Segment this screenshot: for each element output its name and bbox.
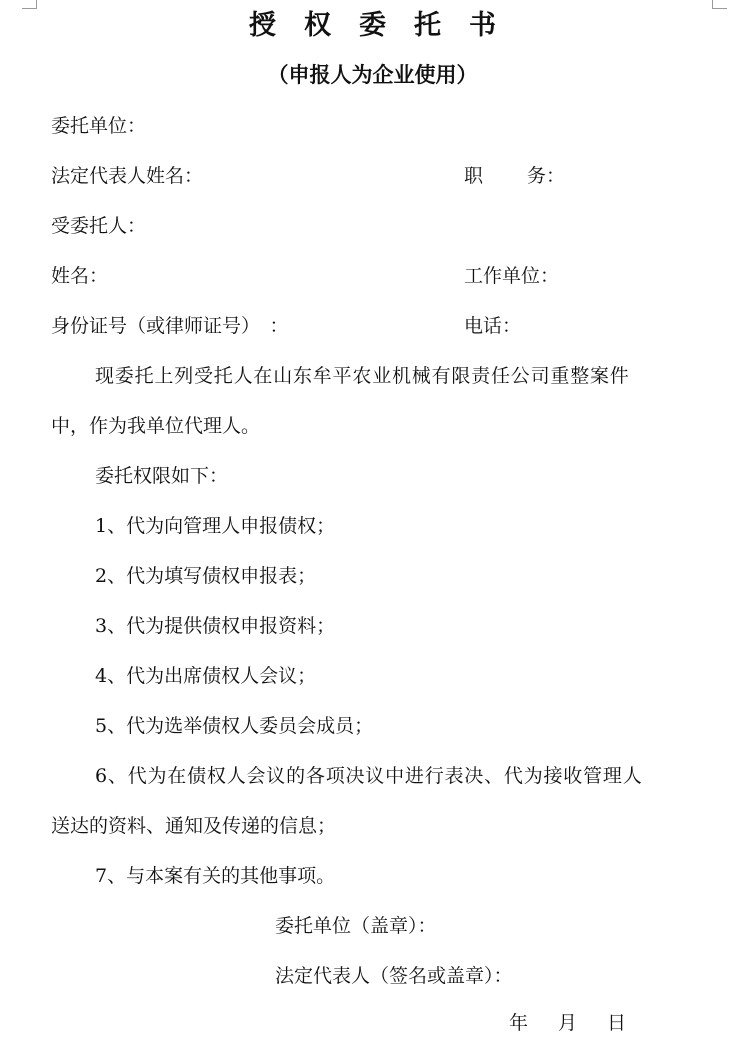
phone-label: 电话： <box>464 315 522 337</box>
date-day-label: 日 <box>607 1012 627 1034</box>
scope-item-7: 7、与本案有关的其他事项。 <box>95 865 336 887</box>
paragraph-entrustment-line-2: 中，作为我单位代理人。 <box>51 415 261 437</box>
scope-item-6-line-2: 送达的资料、通知及传递的信息； <box>51 815 337 837</box>
scope-item-2: 2、代为填写债权申报表； <box>95 565 317 587</box>
scope-item-3: 3、代为提供债权申报资料； <box>95 615 336 637</box>
position-label-first: 职 <box>464 165 484 187</box>
id-number-label: 身份证号（或律师证号） ： <box>51 315 289 337</box>
position-label-second: 务： <box>527 165 566 187</box>
paragraph-entrustment-line-1: 现委托上列受托人在山东牟平农业机械有限责任公司重整案件 <box>95 365 630 387</box>
document-subtitle: （申报人为企业使用） <box>267 62 478 87</box>
name-label: 姓名： <box>51 265 109 287</box>
scope-heading: 委托权限如下： <box>95 465 229 487</box>
entrusting-unit-seal-label: 委托单位（盖章）： <box>275 915 437 937</box>
scope-item-1: 1、代为向管理人申报债权； <box>95 515 336 537</box>
scope-item-5: 5、代为选举债权人委员会成员； <box>95 715 374 737</box>
trustee-label: 受委托人： <box>51 215 147 237</box>
position-label <box>464 161 565 191</box>
scope-item-6-line-1: 6、代为在债权人会议的各项决议中进行表决、代为接收管理人 <box>95 765 643 787</box>
date-year-label: 年 <box>509 1012 529 1034</box>
entrusting-unit-label: 委托单位： <box>51 115 147 137</box>
legal-rep-name-label: 法定代表人姓名： <box>51 165 204 187</box>
legal-rep-signature-label: 法定代表人（签名或盖章）： <box>275 965 513 987</box>
document-title: 授权委托书 <box>249 10 524 41</box>
work-unit-label: 工作单位： <box>464 265 560 287</box>
scope-item-4: 4、代为出席债权人会议； <box>95 665 317 687</box>
date-month-label: 月 <box>558 1012 578 1034</box>
date-line <box>509 1008 626 1038</box>
